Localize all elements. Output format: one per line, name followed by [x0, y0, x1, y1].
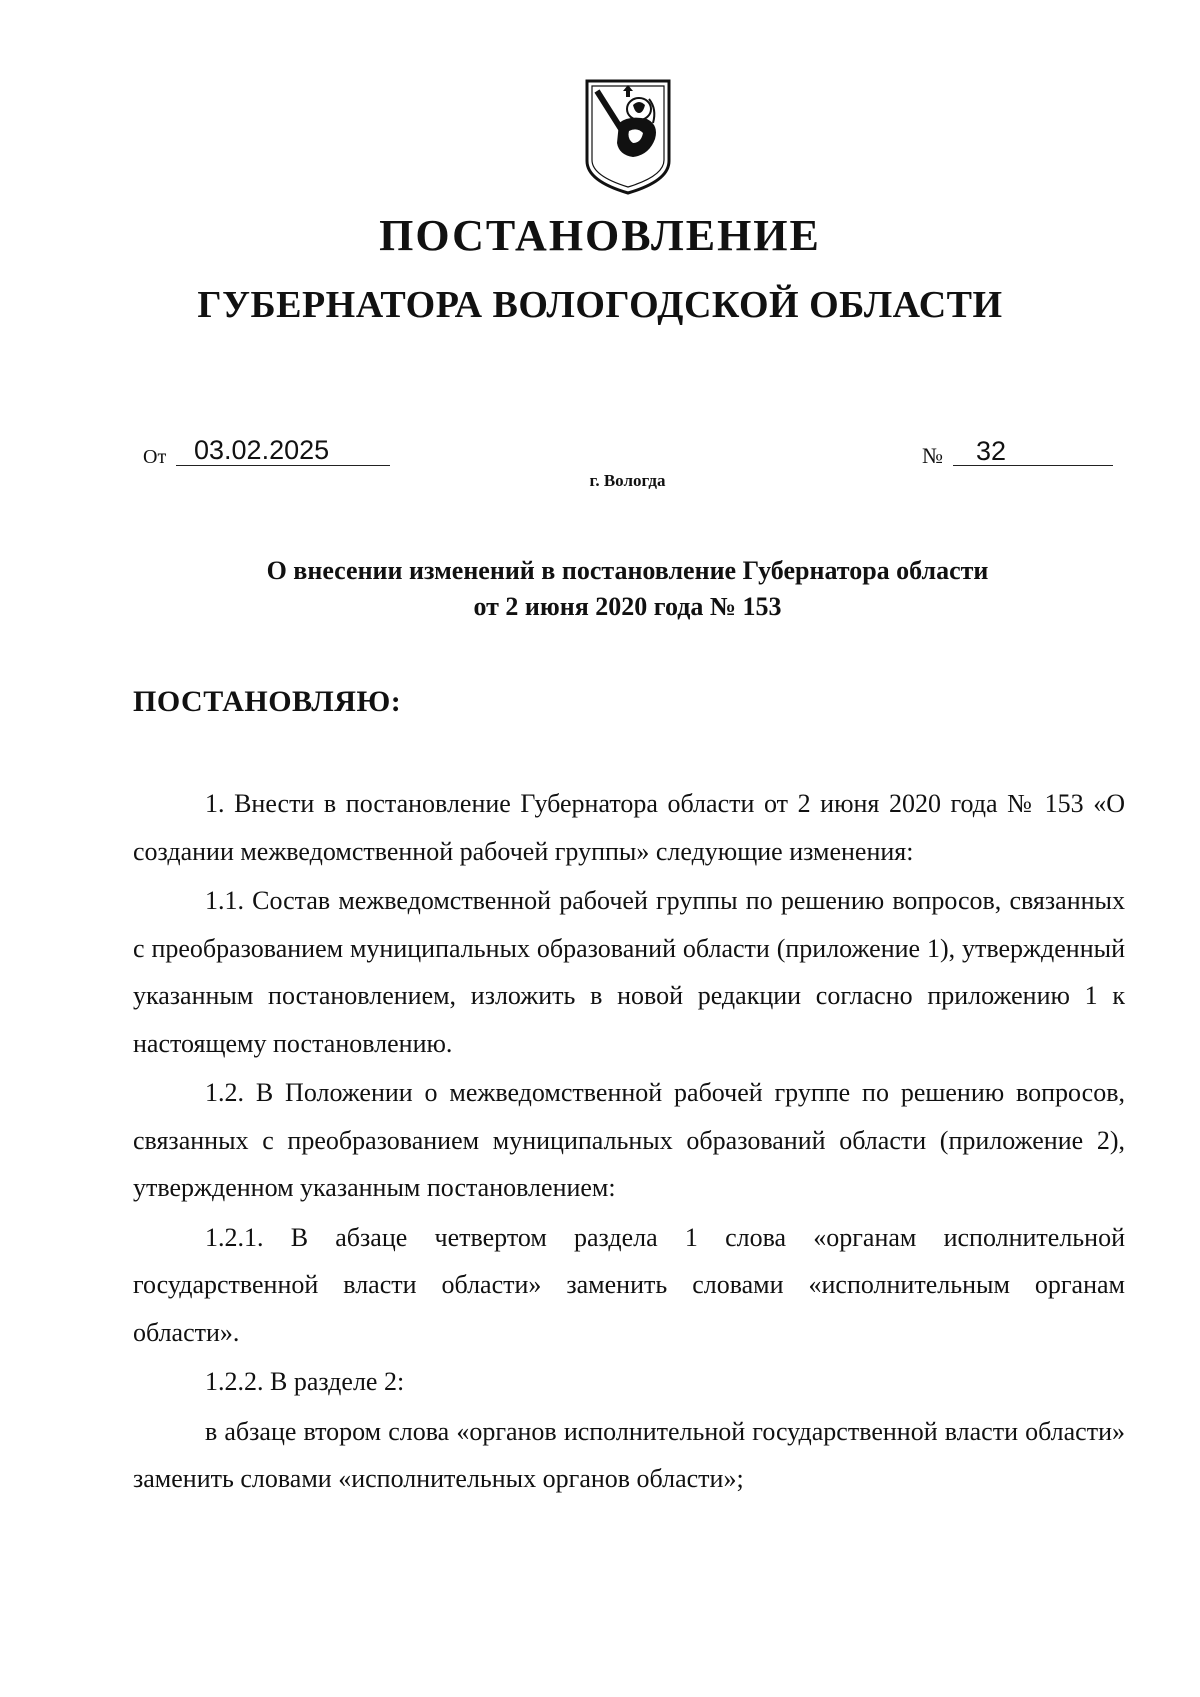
paragraph-1-1: 1.1. Состав межведомственной рабочей группы по решению вопросов, связанных с преобразованием муниципальных образований области (приложение 1), утвержденный указанным постановлением, изложить в новой редакции согласно приложению 1 к настоящему постановлению.: [133, 886, 1125, 1058]
paragraph-1-2-2: 1.2.2. В разделе 2:: [205, 1367, 405, 1396]
document-date: 03.02.2025: [194, 435, 330, 465]
document-title: ПОСТАНОВЛЕНИЕ: [379, 211, 821, 260]
number-label: №: [922, 443, 943, 468]
paragraph-1-2-1: 1.2.1. В абзаце четвертом раздела 1 слова «органам исполнительной государственной власти области» заменить словами «исполнительным органам области».: [133, 1222, 1125, 1347]
document-body: [133, 780, 1125, 1505]
paragraph-1: 1. Внести в постановление Губернатора области от 2 июня 2020 года № 153 «О создании межведомственной рабочей группы» следующие изменения:: [133, 789, 1125, 866]
document-number: 32: [976, 436, 1007, 466]
document-subtitle: ГУБЕРНАТОРА ВОЛОГОДСКОЙ ОБЛАСТИ: [197, 284, 1003, 326]
document-subject: [0, 553, 1200, 625]
subject-line-2: от 2 июня 2020 года № 153: [473, 592, 782, 621]
coat-of-arms-icon: [583, 77, 673, 195]
subject-line-1: О внесении изменений в постановление Губернатора области: [266, 556, 989, 585]
decree-word: ПОСТАНОВЛЯЮ:: [133, 685, 402, 718]
city-name: г. Вологда: [589, 471, 666, 490]
date-label: От: [143, 446, 167, 468]
paragraph-1-2-2-a: в абзаце втором слова «органов исполнительной государственной власти области» заменить словами «исполнительных органов области»;: [133, 1416, 1125, 1493]
paragraph-1-2: 1.2. В Положении о межведомственной рабочей группе по решению вопросов, связанных с преобразованием муниципальных образований области (приложение 2), утвержденном указанным постановлением:: [133, 1078, 1125, 1202]
